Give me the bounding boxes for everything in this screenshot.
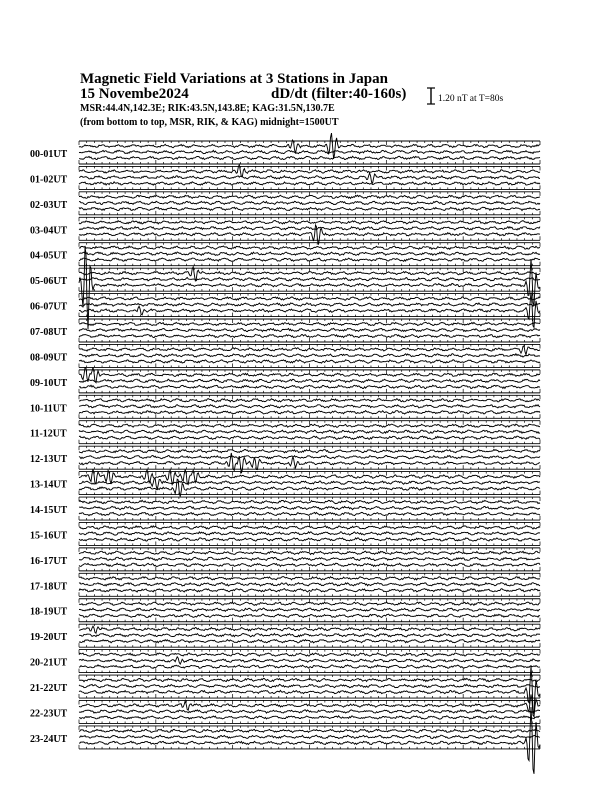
hour-row: [30, 650, 540, 673]
trace-rik: [79, 173, 540, 183]
trace-rik: [79, 657, 540, 664]
trace-msr: [79, 258, 540, 261]
trace-rik: [79, 506, 540, 509]
trace-rik: [79, 583, 540, 586]
trace-kag: [79, 297, 540, 300]
trace-msr: [79, 640, 540, 643]
trace-rik: [79, 252, 540, 255]
trace-msr: [79, 563, 540, 566]
trace-kag: [79, 602, 540, 605]
trace-msr: [79, 538, 540, 541]
trace-msr: [79, 512, 540, 515]
hour-row-label: 02-03UT: [30, 199, 68, 211]
trace-rik: [79, 710, 540, 713]
date-label: 15 Novembe2024: [80, 86, 189, 102]
hour-row-label: 00-01UT: [30, 149, 68, 160]
trace-msr: [79, 716, 540, 719]
hour-row: [30, 548, 540, 571]
trace-rik: [79, 227, 540, 230]
hour-row: [30, 165, 540, 190]
trace-rik: [79, 278, 540, 281]
hour-row: [30, 344, 540, 367]
hour-row-label: 18-19UT: [30, 606, 68, 618]
hour-row-label: 20-21UT: [30, 657, 68, 669]
hour-row-label: 23-24UT: [30, 733, 68, 745]
trace-rik: [79, 201, 540, 204]
trace-rik: [79, 456, 540, 459]
trace-kag: [79, 450, 540, 453]
hour-row: [30, 694, 540, 723]
trace-rik: [79, 150, 540, 153]
trace-msr: [79, 411, 540, 414]
trace-rik: [79, 430, 540, 433]
hour-row: [30, 192, 540, 215]
hour-row-label: 06-07UT: [30, 301, 68, 313]
trace-msr: [79, 360, 540, 363]
hour-row: [30, 319, 540, 342]
hour-row-label: 01-02UT: [30, 174, 68, 186]
hour-row-label: 19-20UT: [30, 632, 68, 644]
hour-row: [30, 446, 540, 473]
trace-rik: [79, 735, 540, 738]
hour-row-label: 15-16UT: [30, 530, 68, 542]
hour-row: [30, 421, 540, 444]
station-order-note: (from bottom to top, MSR, RIK, & KAG) midnight=1500UT: [80, 117, 339, 128]
trace-rik: [79, 328, 540, 331]
hour-row: [30, 497, 540, 520]
hour-row: [30, 367, 540, 393]
hour-row-label: 03-04UT: [30, 225, 68, 237]
hour-row-label: 05-06UT: [30, 276, 68, 288]
trace-kag: [79, 195, 540, 198]
trace-msr: [79, 207, 540, 210]
hour-row-label: 22-23UT: [30, 708, 68, 720]
hour-row-label: 08-09UT: [30, 352, 68, 364]
hour-row: [30, 666, 540, 714]
trace-msr: [79, 665, 540, 668]
hour-row-label: 10-11UT: [30, 403, 67, 415]
hour-row: [30, 624, 540, 647]
trace-msr: [79, 614, 540, 617]
trace-rik: [79, 354, 540, 357]
hour-row-label: 14-15UT: [30, 505, 68, 517]
trace-rik: [79, 479, 540, 490]
hour-row: [30, 469, 540, 497]
hour-row-label: 04-05UT: [30, 250, 68, 262]
quantity-label: dD/dt (filter:40-160s): [271, 86, 407, 102]
hour-row-label: 12-13UT: [30, 454, 68, 466]
hour-row: [30, 133, 540, 164]
station-coordinates: MSR:44.4N,142.3E; RIK:43.5N,143.8E; KAG:31.5N,130.7E: [80, 103, 335, 114]
hour-row: [30, 573, 540, 596]
trace-rik: [79, 634, 540, 637]
scale-bar: [427, 88, 435, 104]
hour-row: [30, 522, 540, 545]
trace-rik: [79, 557, 540, 560]
scale-label: 1.20 nT at T=80s: [438, 94, 504, 104]
trace-msr: [79, 589, 540, 592]
trace-rik: [79, 303, 540, 306]
hour-row-label: 21-22UT: [30, 683, 68, 695]
trace-rik: [79, 379, 540, 382]
trace-rik: [79, 684, 540, 687]
hour-row-label: 11-12UT: [30, 428, 67, 440]
trace-rik: [79, 532, 540, 535]
chart-title: Magnetic Field Variations at 3 Stations in Japan: [80, 71, 388, 87]
trace-msr: [79, 436, 540, 439]
hour-row: [30, 395, 540, 418]
trace-kag: [79, 133, 540, 159]
trace-msr: [79, 182, 540, 185]
hour-row-label: 07-08UT: [30, 327, 68, 339]
hour-row: [30, 243, 540, 266]
trace-msr: [79, 334, 540, 337]
hour-row-label: 13-14UT: [30, 479, 68, 491]
hour-row-label: 17-18UT: [30, 581, 68, 593]
trace-msr: [79, 156, 540, 159]
trace-rik: [79, 405, 540, 408]
trace-kag: [79, 526, 540, 529]
hour-row-label: 09-10UT: [30, 377, 68, 389]
trace-rik: [79, 608, 540, 611]
hour-row-label: 16-17UT: [30, 555, 68, 567]
hour-row: [30, 599, 540, 622]
hour-row: [30, 217, 540, 244]
trace-msr: [79, 385, 540, 388]
